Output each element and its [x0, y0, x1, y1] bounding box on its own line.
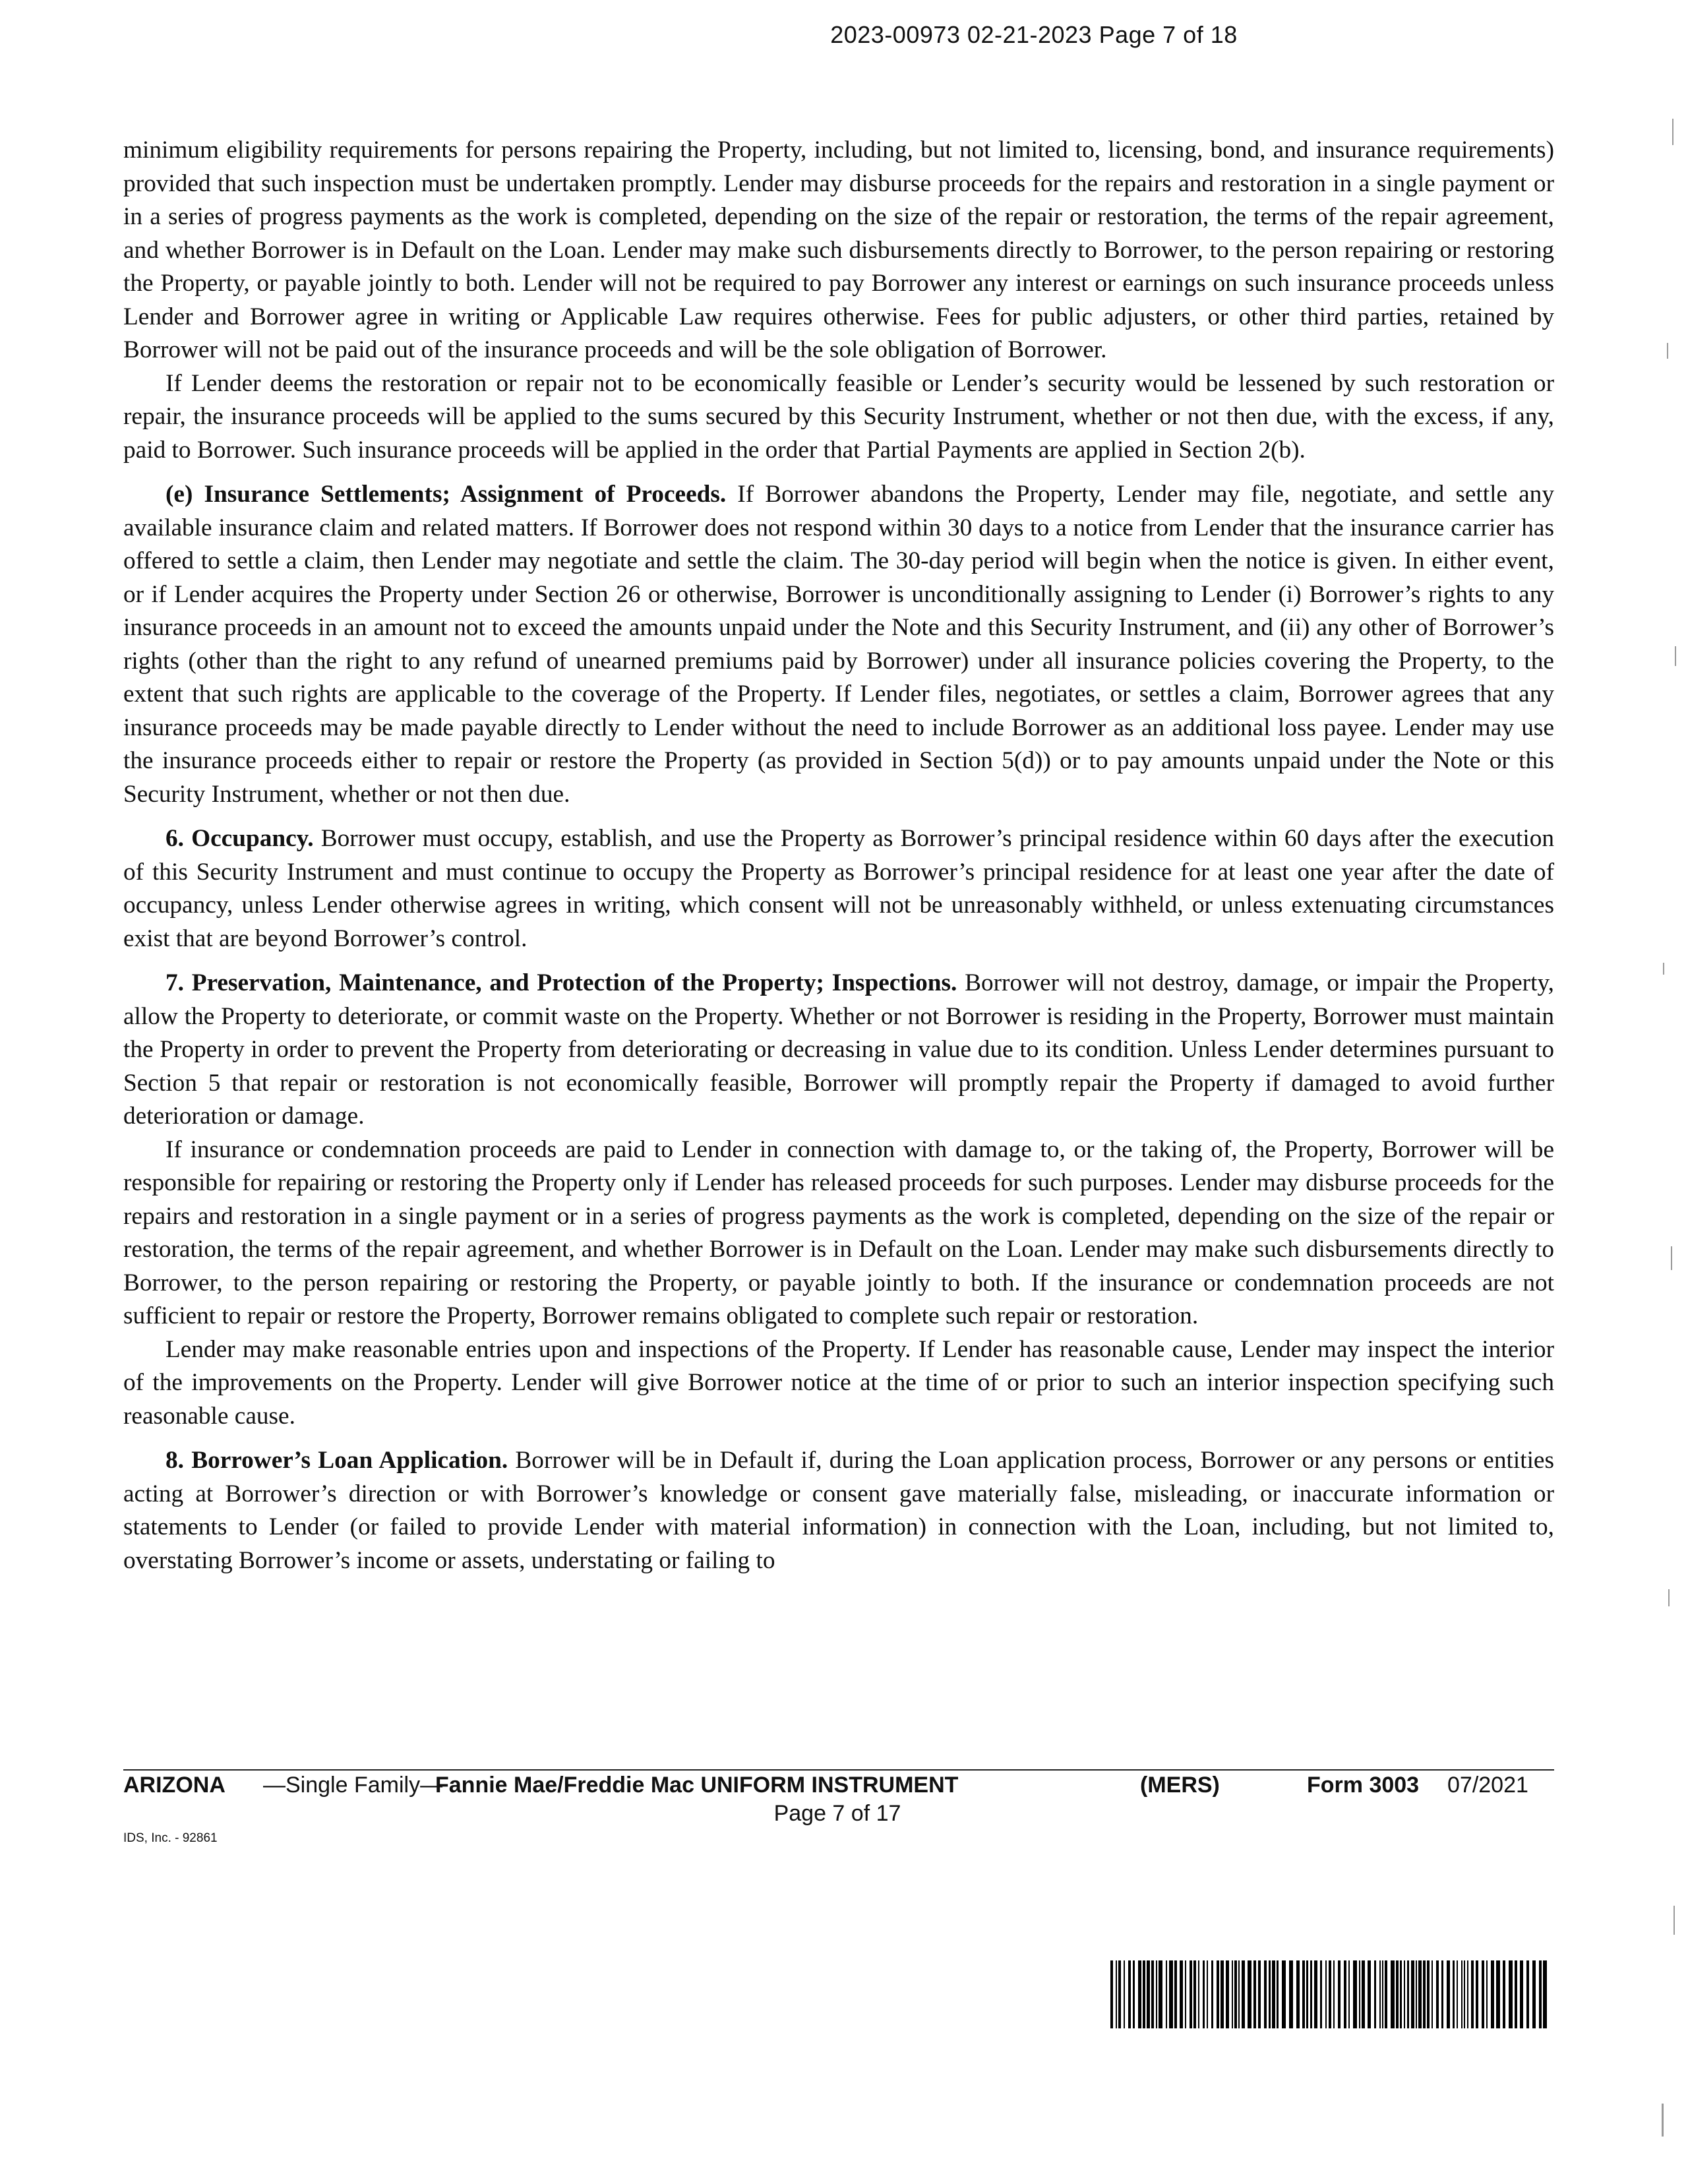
footer-form-number: Form 3003 — [1307, 1773, 1420, 1798]
paragraph-inspections — [123, 1333, 1554, 1434]
footer-mers: (MERS) — [1140, 1773, 1220, 1798]
section-heading: 6. Occupancy. — [166, 825, 314, 852]
section-6-occupancy — [123, 822, 1554, 956]
paragraph-text: If Lender deems the restoration or repair not to be economically feasible or Lender’s security would be lessened by such restoration or repair, the insurance proceeds will be applied to the sums secured by this Security Instrument, whether or not then due, with the excess, if any, paid to Borrower. Such insurance proceeds will be applied in the order that Partial Payments are applied in Section 2(b). — [123, 369, 1554, 464]
paragraph-text: Borrower will not destroy, damage, or impair the Property, allow the Property to deteriorate, or commit waste on the Property. Whether or not Borrower is residing in the Property, Borrower must maintain the Property in order to prevent the Property from deteriorating or decreasing in value due to its condition. Unless Lender determines pursuant to Section 5 that repair or restoration is not economically feasible, Borrower will promptly repair the Property if damaged to avoid further deterioration or damage. — [123, 969, 1555, 1130]
footer-page-number: Page 7 of 17 — [773, 1801, 901, 1826]
document-body — [123, 134, 1554, 1577]
form-footer — [123, 1773, 1554, 1802]
footer-form-date: 07/2021 — [1447, 1773, 1528, 1798]
footer-divider — [123, 1769, 1554, 1771]
paragraph-text: If Borrower abandons the Property, Lender may file, negotiate, and settle any available insurance claim and related matters. If Borrower does not respond within 30 days to a notice from Lender that the insurance carrier has offered to settle a claim, then Lender may negotiate and settle the claim. The 30-day period will begin when the notice is given. In either event, or if Lender acquires the Property under Section 26 or otherwise, Borrower is unconditionally assigning to Lender (i) Borrower’s rights to any insurance proceeds in an amount not to exceed the amounts unpaid under the Note and this Security Instrument, and (ii) any other of Borrower’s rights (other than the right to any refund of unearned premiums paid by Borrower) under all insurance policies covering the Property, to the extent that such rights are applicable to the coverage of the Property. If Lender files, negotiates, or settles a claim, Borrower agrees that any insurance proceeds may be made payable directly to Lender without the need to include Borrower as an additional loss payee. Lender may use the insurance proceeds either to repair or restore the Property (as provided in Section 5(d)) or to pay amounts unpaid under the Note or this Security Instrument, whether or not then due. — [123, 481, 1554, 808]
section-8-loan-application — [123, 1444, 1554, 1577]
section-heading: (e) Insurance Settlements; Assignment of Proceeds. — [166, 481, 727, 508]
section-heading: 8. Borrower’s Loan Application. — [166, 1447, 508, 1474]
paragraph-text: Lender may make reasonable entries upon and inspections of the Property. If Lender has reasonable cause, Lender may inspect the interior of the improvements on the Property. Lender will give Borrower notice at the time of or prior to such an interior inspection specifying such reasonable cause. — [123, 1335, 1554, 1430]
paragraph-text: minimum eligibility requirements for persons repairing the Property, including, but not limited to, licensing, bond, and insurance requirements) provided that such inspection must be undertaken promptly. Lender may disburse proceeds for the repairs and restoration in a single payment or in a series of progress payments as the work is completed, depending on the size of the repair or restoration, the terms of the repair agreement, and whether Borrower is in Default on the Loan. Lender may make such disbursements directly to Borrower, to the person repairing or restoring the Property, or payable jointly to both. Lender will not be required to pay Borrower any interest or earnings on such insurance proceeds unless Lender and Borrower agree in writing or Applicable Law requires otherwise. Fees for public adjusters, or other third parties, retained by Borrower will not be paid out of the insurance proceeds and will be the sole obligation of Borrower. — [123, 136, 1554, 363]
paragraph-continuation — [123, 134, 1554, 367]
footer-uniform-instrument: Fannie Mae/Freddie Mac UNIFORM INSTRUMENT — [435, 1773, 959, 1798]
paragraph-text: If insurance or condemnation proceeds are paid to Lender in connection with damage to, or the taking of, the Property, Borrower will be responsible for repairing or restoring the Property only if Lender has released proceeds for such purposes. Lender may disburse proceeds for the repairs and restoration in a single payment or in a series of progress payments as the work is completed, depending on the size of the repair or restoration, the terms of the repair agreement, and whether Borrower is in Default on the Loan. Lender may make such disbursements directly to Borrower, to the person repairing or restoring the Property, or payable jointly to both. If the insurance or condemnation proceeds are not sufficient to repair or restore the Property, Borrower remains obligated to complete such repair or restoration. — [123, 1136, 1554, 1329]
barcode-graphic — [1110, 1960, 1552, 2028]
paragraph-restoration-not-feasible — [123, 367, 1554, 468]
recording-stamp: 2023-00973 02-21-2023 Page 7 of 18 — [830, 21, 1238, 48]
paragraph-condemnation-proceeds — [123, 1134, 1554, 1333]
vendor-id: IDS, Inc. - 92861 — [123, 1831, 218, 1845]
section-5e-insurance-settlements — [123, 478, 1554, 811]
paragraph-text: Borrower will be in Default if, during the Loan application process, Borrower or any persons or entities acting at Borrower’s direction or with Borrower’s knowledge or consent gave materially false, misleading, or inaccurate information or statements to Lender (or failed to provide Lender with material information) in connection with the Loan, including, but not limited to, overstating Borrower’s income or assets, understating or failing to — [123, 1447, 1554, 1574]
section-7-preservation — [123, 967, 1554, 1134]
footer-state: ARIZONA — [123, 1773, 226, 1798]
footer-family: —Single Family— — [263, 1773, 443, 1798]
scan-edge-noise — [1648, 0, 1688, 2184]
section-heading: 7. Preservation, Maintenance, and Protection of the Property; Inspections. — [166, 969, 957, 996]
paragraph-text: Borrower must occupy, establish, and use the Property as Borrower’s principal residence within 60 days after the execution of this Security Instrument and must continue to occupy the Property as Borrower’s principal residence for at least one year after the date of occupancy, unless Lender otherwise agrees in writing, which consent will not be unreasonably withheld, or unless extenuating circumstances exist that are beyond Borrower’s control. — [123, 825, 1554, 952]
